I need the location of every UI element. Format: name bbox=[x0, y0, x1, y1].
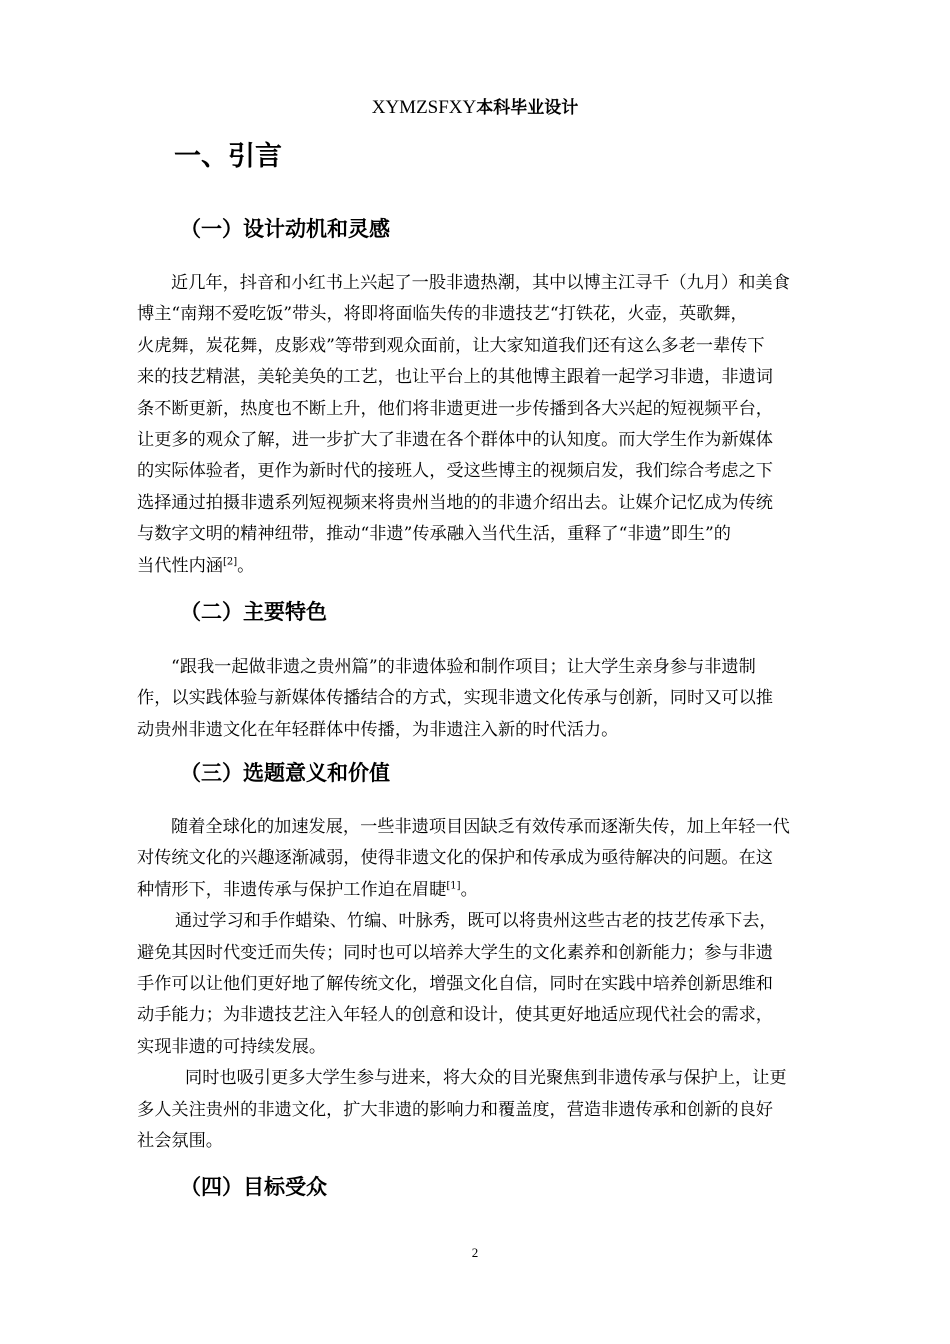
text-fragment: 当代性内涵 bbox=[137, 555, 223, 576]
text-line: 多人关注贵州的非遗文化，扩大非遗的影响力和覆盖度，营造非遗传承和创新的良好 bbox=[137, 1099, 773, 1120]
citation-ref: [1] bbox=[446, 880, 461, 892]
text-line: 实现非遗的可持续发展。 bbox=[137, 1036, 327, 1057]
heading-features: （二）主要特色 bbox=[180, 600, 327, 624]
text-line: 同时也吸引更多大学生参与进来，将大众的目光聚焦到非遗传承与保护上，让更 bbox=[185, 1068, 787, 1089]
text-fragment: 。 bbox=[237, 555, 255, 576]
heading-motivation: （一）设计动机和灵感 bbox=[180, 217, 390, 241]
heading-audience: （四）目标受众 bbox=[180, 1175, 327, 1199]
text-line: 近几年，抖音和小红书上兴起了一股非遗热潮，其中以博主江寻千（九月）和美食 bbox=[171, 273, 790, 293]
text-line: 社会氛围。 bbox=[137, 1131, 223, 1152]
page-header bbox=[0, 94, 950, 121]
paragraph-motivation bbox=[137, 268, 859, 582]
text-line: 选择通过拍摄非遗系列短视频来将贵州当地的的非遗介绍出去。让媒介记忆成为传统 bbox=[137, 492, 773, 513]
text-line bbox=[137, 551, 859, 582]
citation-ref: [2] bbox=[222, 555, 238, 567]
text-line: 手作可以让他们更好地了解传统文化，增强文化自信，同时在实践中培养创新思维和 bbox=[137, 974, 773, 995]
text-line: 让更多的观众了解，进一步扩大了非遗在各个群体中的认知度。而大学生作为新媒体 bbox=[137, 430, 773, 451]
text-line: 来的技艺精湛，美轮美奂的工艺，也让平台上的其他博主跟着一起学习非遗，非遗词 bbox=[137, 367, 773, 388]
text-line: 动手能力；为非遗技艺注入年轻人的创意和设计，使其更好地适应现代社会的需求， bbox=[137, 1005, 773, 1026]
header-title: 本科毕业设计 bbox=[476, 98, 579, 118]
text-line bbox=[137, 875, 859, 906]
text-line: 条不断更新，热度也不断上升，他们将非遗更进一步传播到各大兴起的短视频平台， bbox=[137, 398, 773, 419]
heading-significance: （三）选题意义和价值 bbox=[180, 761, 390, 785]
text-line: 对传统文化的兴趣逐渐减弱，使得非遗文化的保护和传承成为亟待解决的问题。在这 bbox=[137, 848, 773, 869]
text-line: 通过学习和手作蜡染、竹编、叶脉秀，既可以将贵州这些古老的技艺传承下去， bbox=[175, 911, 777, 932]
text-line: 与数字文明的精神纽带，推动“非遗”传承融入当代生活，重释了“非遗”即生”的 bbox=[137, 524, 731, 545]
header-code: XYMZSFXY bbox=[371, 97, 477, 118]
text-line: 的实际体验者，更作为新时代的接班人，受这些博主的视频启发，我们综合考虑之下 bbox=[137, 461, 773, 482]
page-number: 2 bbox=[471, 1245, 479, 1260]
text-line: 作，以实践体验与新媒体传播结合的方式，实现非遗文化传承与创新，同时又可以推 bbox=[137, 688, 773, 709]
paragraph-significance bbox=[137, 812, 859, 1157]
text-line: 避免其因时代变迁而失传；同时也可以培养大学生的文化素养和创新能力；参与非遗 bbox=[137, 942, 773, 963]
text-line: 动贵州非遗文化在年轻群体中传播，为非遗注入新的时代活力。 bbox=[137, 719, 619, 740]
text-line: 博主“南翔不爱吃饭”带头，将即将面临失传的非遗技艺“打铁花，火壶，英歌舞， bbox=[137, 304, 748, 325]
text-fragment: 种情形下，非遗传承与保护工作迫在眉睫 bbox=[137, 879, 447, 900]
text-fragment: 。 bbox=[460, 879, 478, 900]
text-line: “跟我一起做非遗之贵州篇”的非遗体验和制作项目；让大学生亲身参与非遗制 bbox=[171, 657, 756, 677]
text-line: 随着全球化的加速发展，一些非遗项目因缺乏有效传承而逐渐失传，加上年轻一代 bbox=[171, 817, 790, 837]
section-title: 一、引言 bbox=[174, 141, 282, 172]
text-line: 火虎舞，炭花舞，皮影戏”等带到观众面前，让大家知道我们还有这么多老一辈传下 bbox=[137, 335, 765, 356]
paragraph-features bbox=[137, 652, 859, 746]
